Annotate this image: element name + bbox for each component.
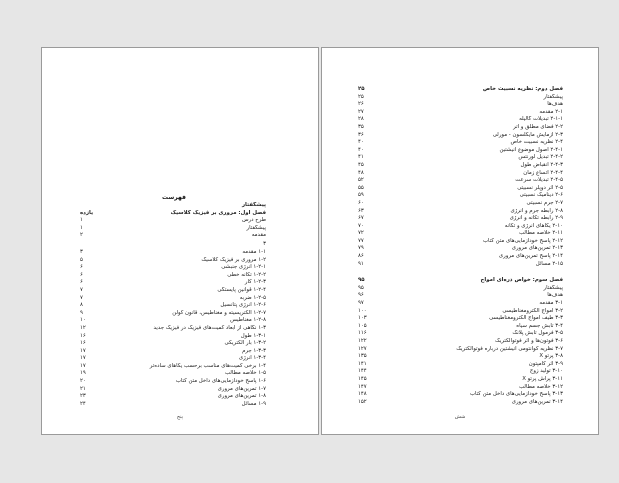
toc-page-number: ۱۹ <box>80 370 86 377</box>
toc-entry-label: ۱-۳-۲ بار الکتریکی <box>224 340 266 347</box>
toc-page-number: ۴۰ <box>358 146 364 153</box>
toc-entry-label: ۲-۱۱ خلاصه مطالب <box>519 230 563 237</box>
toc-entry-label: مقدمه <box>251 232 266 239</box>
toc-entry-row <box>80 333 266 341</box>
toc-list-right <box>358 86 563 406</box>
toc-page-number: ۲۴ <box>80 400 86 407</box>
toc-page-number: ۶ <box>80 264 83 271</box>
toc-entry-label: ۲-۲ فضای مطلق و اتر <box>513 123 563 130</box>
toc-entry-label: ۱-۶ پاسخ خودآزمایی‌های داخل متن کتاب <box>175 378 266 385</box>
toc-page-number: ۵۲ <box>358 177 364 184</box>
toc-page-number: ۱۶ <box>80 340 86 347</box>
toc-entry-label: ۳-۷ نظریه کوانتومی انیشتین درباره فوتوالکتریک <box>456 345 563 352</box>
toc-page-number: ۱۳۵ <box>358 353 367 360</box>
toc-entry-label: فصل دوم: نظریه نسبیت خاص <box>482 86 563 92</box>
toc-entry-row <box>80 272 266 280</box>
toc-page-number: ۱۷ <box>80 347 86 354</box>
toc-page-number: ۱۰۵ <box>358 322 367 329</box>
toc-entry-row <box>358 308 563 316</box>
toc-page-number: ۳۶ <box>358 131 364 138</box>
toc-entry-label: ۳-۲ امواج الکترومغناطیسی <box>502 307 563 314</box>
toc-page-number: ۲۵ <box>358 86 365 92</box>
toc-page-number: ۶ <box>80 279 83 286</box>
toc-entry-row <box>80 302 266 310</box>
toc-entry-label: ۳-۱۱ پراش پرتو X <box>522 375 563 382</box>
toc-chapter-row <box>358 86 563 94</box>
toc-entry-row <box>358 170 563 178</box>
toc-entry-label: فصل اول: مروری بر فیزیک کلاسیک <box>170 209 266 216</box>
toc-page-number: ۴۱ <box>358 154 364 161</box>
toc-page-number: ۲ <box>80 232 83 239</box>
toc-page-number: ۵۹ <box>358 192 364 199</box>
toc-page-number: ۷۲ <box>358 230 364 237</box>
toc-entry-row <box>358 139 563 147</box>
toc-entry-row <box>358 101 563 109</box>
toc-page-number: ۹۵ <box>358 284 364 291</box>
toc-entry-row <box>80 264 266 272</box>
toc-entry-label: ۲-۱۵ مسائل <box>535 260 563 267</box>
toc-page-number: ۶ <box>80 271 83 278</box>
toc-page-number: ۹۷ <box>358 300 364 307</box>
toc-entry-row <box>358 109 563 117</box>
toc-page-number: ۵۵ <box>358 184 364 191</box>
toc-entry-label: ۳-۱۲ خلاصه مطالب <box>519 383 563 390</box>
toc-page-number: ۴۵ <box>358 161 364 168</box>
toc-entry-row <box>80 393 266 401</box>
toc-entry-label: ۲-۷ جرم نسبیتی <box>526 199 563 206</box>
toc-page-number: ۲۸ <box>358 116 364 123</box>
toc-entry-label: ۳-۱۴ تمرین‌های مروری <box>511 398 563 405</box>
toc-entry-row <box>358 200 563 208</box>
toc-entry-label: ۲-۴-۵ تبدیلات سرعت <box>515 177 563 184</box>
toc-entry-row <box>80 279 266 287</box>
toc-entry-row <box>358 285 563 293</box>
toc-entry-label: ۲-۱۰ یکاهای انرژی و تکانه <box>504 222 563 229</box>
toc-page-number: ۲۶ <box>358 101 364 108</box>
toc-page-number: ۶۳ <box>358 207 364 214</box>
toc-entry-label: ۳-۸ پرتو X <box>539 353 563 360</box>
toc-entry-label: پیشگفتار <box>241 202 266 208</box>
toc-entry-row <box>358 292 563 300</box>
toc-entry-row <box>80 386 266 394</box>
toc-entry-row <box>80 370 266 378</box>
toc-entry-row <box>358 215 563 223</box>
toc-entry-row <box>358 154 563 162</box>
toc-page-number: ۴۸ <box>358 169 364 176</box>
toc-page-number: ۲۱ <box>80 385 86 392</box>
toc-entry-row <box>358 147 563 155</box>
toc-entry-row <box>358 253 563 261</box>
toc-entry-label: ۱-۷ تمرین‌های مروری <box>217 385 266 392</box>
toc-entry-label: ۱-۲-۴ قوانین پایستگی <box>217 286 266 293</box>
toc-page-number: ۷۰ <box>358 222 364 229</box>
toc-entry-label: ۲-۱۲ پاسخ خودآزمایی‌های متن کتاب <box>482 237 563 244</box>
toc-page-number: ۲۵ <box>358 93 364 100</box>
toc-page-number: ۱۴۵ <box>358 375 367 382</box>
toc-entry-label: ۱-۸ تمرین‌های مروری <box>217 393 266 400</box>
toc-page-number: ۱۰۰ <box>358 307 367 314</box>
toc-entry-row <box>358 124 563 132</box>
toc-entry-label: پیشگفتار <box>543 93 563 100</box>
toc-entry-row <box>80 348 266 356</box>
toc-entry-label: ۲-۱۴ پاسخ تمرین‌های مروری <box>498 253 563 260</box>
toc-entry-label: ۲-۱ مقدمه <box>539 108 563 115</box>
toc-entry-row <box>358 185 563 193</box>
toc-entry-row <box>80 257 266 265</box>
toc-entry-row <box>80 317 266 325</box>
document-page-left <box>41 47 319 435</box>
toc-entry-label: پیشگفتار <box>246 224 266 231</box>
toc-entry-row <box>358 368 563 376</box>
toc-entry-row <box>358 132 563 140</box>
toc-entry-label: ۲-۱-۱ تبدیلات گالیله <box>519 116 563 123</box>
toc-entry-label: هدف‌ها <box>547 101 563 108</box>
toc-entry-row <box>358 177 563 185</box>
toc-entry-label: ۳-۶ فوتون‌ها و اثر فوتوالکتریک <box>495 338 563 344</box>
toc-page-number: ۱۲ <box>80 324 86 331</box>
page-number-right: شش <box>454 414 466 420</box>
toc-entry-label: ۱-۲-۳ کار <box>244 279 266 286</box>
toc-page-number: ۳۵ <box>358 123 364 130</box>
toc-page-number: ۷۷ <box>358 237 364 244</box>
toc-entry-label: ۳-۳ طیف امواج الکترومغناطیسی <box>489 315 563 322</box>
toc-entry-label: ۲-۴-۱ اصول موضوع انیشتین <box>499 146 563 153</box>
toc-page-number: ۱۲۲ <box>358 338 367 344</box>
toc-entry-label: ۱-۲-۲ تکانه خطی <box>227 271 266 278</box>
toc-entry-label: ۳-۵ فرمول تابش پلانک <box>512 330 563 337</box>
toc-entry-label: ۳-۹ اثر کامپتون <box>528 360 563 367</box>
toc-page-number: ۱۰۳ <box>358 315 367 322</box>
toc-chapter-row <box>80 210 266 218</box>
toc-entry-label: ۱-۲ مروری بر فیزیک کلاسیک <box>201 256 266 263</box>
toc-page-number: ۶۷ <box>358 215 364 222</box>
toc-page-number: ۷۹ <box>358 245 364 252</box>
toc-entry-row <box>358 330 563 338</box>
toc-entry-label: ۳-۱۰ تولید زوج <box>529 368 563 375</box>
toc-entry-row <box>358 192 563 200</box>
toc-entry-label: ۳-۱ مقدمه <box>539 300 563 307</box>
toc-page-number: ۲۰ <box>80 378 86 385</box>
toc-entry-label: ۲-۴ نظریه نسبیت خاص <box>510 139 563 146</box>
toc-entry-label: ۱-۳-۴ انرژی <box>238 355 266 362</box>
toc-page-number: ۲۷ <box>358 108 364 115</box>
toc-list-left <box>80 202 266 408</box>
toc-entry-row <box>358 399 563 407</box>
toc-page-number: ۸ <box>80 302 83 309</box>
toc-page-number: ۱ <box>80 217 83 224</box>
toc-entry-label: ۱-۲-۵ ضربه <box>239 294 266 301</box>
toc-page-number: ۱۱۶ <box>358 330 367 337</box>
toc-entry-row <box>358 346 563 354</box>
toc-entry-row <box>80 355 266 363</box>
toc-page-number: ۱۴۷ <box>358 383 367 390</box>
toc-entry-row <box>80 340 266 348</box>
toc-entry-row <box>358 223 563 231</box>
toc-page-number: ۱۴۱ <box>358 360 367 367</box>
toc-entry-row <box>358 261 563 269</box>
toc-page-number: ۶۰ <box>358 199 364 206</box>
toc-page-number: ۹۵ <box>358 277 365 284</box>
toc-page-number: ۱۴۸ <box>358 391 367 398</box>
toc-entry-label: فصل سوم: خواص ذره‌ای امواج <box>480 277 563 284</box>
toc-entry-label: ۱-۱ مقدمه <box>242 248 266 255</box>
page-number-left: پنج <box>176 414 184 420</box>
toc-page-number: ۱۷ <box>80 362 86 369</box>
toc-page-number: ۱ <box>80 224 83 231</box>
toc-page-number: ۱۴۴ <box>358 368 367 375</box>
document-page-right <box>321 47 599 435</box>
toc-page-number: ۱۰ <box>80 317 86 324</box>
toc-entry-row <box>358 376 563 384</box>
toc-entry-row <box>358 353 563 361</box>
toc-entry-row <box>80 310 266 318</box>
toc-page-number: ۲۳ <box>80 393 86 400</box>
toc-page-number: ۳ <box>263 240 266 247</box>
toc-entry-label: ۲-۵ اثر دوپلر نسبیتی <box>517 184 563 191</box>
toc-entry-label: طرح درس <box>241 217 266 224</box>
toc-entry-row <box>80 378 266 386</box>
toc-title: فهرست <box>162 194 186 201</box>
toc-entry-label: هدف‌ها <box>547 292 563 299</box>
toc-entry-label: ۱-۳-۳ جرم <box>242 347 266 354</box>
toc-entry-row <box>358 338 563 346</box>
toc-entry-row <box>358 384 563 392</box>
toc-page-number: ۳ <box>80 248 83 255</box>
toc-page-number: ۷ <box>80 294 83 301</box>
toc-entry-row <box>80 217 266 225</box>
toc-page-number: ۱۲۷ <box>358 345 367 352</box>
toc-page-number: ۱۶ <box>80 332 86 339</box>
toc-page-number: ۱۷ <box>80 355 86 362</box>
toc-page-number: ۹۶ <box>358 292 364 299</box>
toc-page-number: ۹ <box>80 309 83 316</box>
toc-spacer <box>358 268 563 277</box>
toc-entry-label: ۱-۲-۶ انرژی پتانسیل <box>220 302 266 309</box>
toc-entry-row <box>358 230 563 238</box>
toc-entry-label: ۱-۳-۱ طول <box>240 332 266 339</box>
toc-page-number: ۵ <box>80 256 83 263</box>
toc-page-number: ۴۰ <box>358 139 364 146</box>
toc-entry-row <box>80 295 266 303</box>
toc-entry-label: ۳-۴ تابش جسم سیاه <box>516 322 563 329</box>
toc-entry-label: ۲-۴-۳ انقباض طول <box>520 161 563 168</box>
toc-page-number: ۱۵۲ <box>358 398 367 405</box>
toc-entry-label: ۲-۴-۴ اتساع زمان <box>523 169 563 176</box>
toc-entry-label: ۲-۶ دینامیک نسبیتی <box>519 192 563 199</box>
toc-entry-label: ۱-۲-۱ انرژی جنبشی <box>221 264 266 271</box>
toc-entry-row <box>358 208 563 216</box>
toc-page-number: ۹۱ <box>358 260 364 267</box>
toc-entry-label: پیشگفتار <box>543 284 563 291</box>
toc-entry-label: ۱-۵ خلاصه مطالب <box>224 370 266 377</box>
toc-page-number: ۸۶ <box>358 253 364 260</box>
toc-entry-row <box>358 116 563 124</box>
toc-chapter-row <box>358 277 563 285</box>
toc-entry-label: ۱-۲-۸ مغناطیس <box>230 317 266 324</box>
toc-entry-label: ۲-۳ آزمایش مایکلسون - مورلی <box>492 131 563 138</box>
toc-entry-row <box>358 315 563 323</box>
toc-entry-label: ۱-۳ نگاهی از ابعاد کمیت‌های فیزیک در فیزیک جدید <box>153 324 266 331</box>
toc-entry-row <box>80 325 266 333</box>
toc-entry-label: ۲-۸ رابطه جرم و انرژی <box>510 207 563 214</box>
toc-entry-row <box>358 323 563 331</box>
toc-spacer <box>80 240 266 249</box>
toc-entry-label: ۱-۴ برخی کمیت‌های مناسب برحسب یکاهای ساده‌تر <box>149 362 266 369</box>
toc-entry-label: ۱-۲-۷ الکتریسیته و مغناطیس، قانون کولن <box>172 309 266 316</box>
toc-entry-label: ۱-۹ مسائل <box>241 400 266 407</box>
toc-entry-row <box>358 300 563 308</box>
toc-entry-row <box>80 249 266 257</box>
toc-entry-row <box>80 287 266 295</box>
toc-entry-row <box>358 162 563 170</box>
toc-entry-row <box>358 94 563 102</box>
toc-entry-row <box>80 363 266 371</box>
toc-page-number: یازده <box>80 209 94 216</box>
toc-entry-row <box>358 361 563 369</box>
toc-entry-label: ۲-۱۳ تمرین‌های مروری <box>511 245 563 252</box>
toc-entry-label: ۳-۱۳ پاسخ خودآزمایی‌های داخل متن کتاب <box>469 391 563 398</box>
toc-entry-row <box>358 238 563 246</box>
toc-entry-row <box>80 401 266 409</box>
toc-entry-row <box>80 225 266 233</box>
toc-entry-row <box>80 232 266 240</box>
toc-page-number: ۷ <box>80 286 83 293</box>
toc-entry-label: ۲-۴-۲ تبدیل لورنتس <box>518 154 563 161</box>
toc-entry-row <box>358 245 563 253</box>
toc-entry-label: ۲-۹ رابطه تکانه و انرژی <box>509 215 563 222</box>
toc-entry-row <box>358 391 563 399</box>
toc-chapter-row <box>80 202 266 210</box>
